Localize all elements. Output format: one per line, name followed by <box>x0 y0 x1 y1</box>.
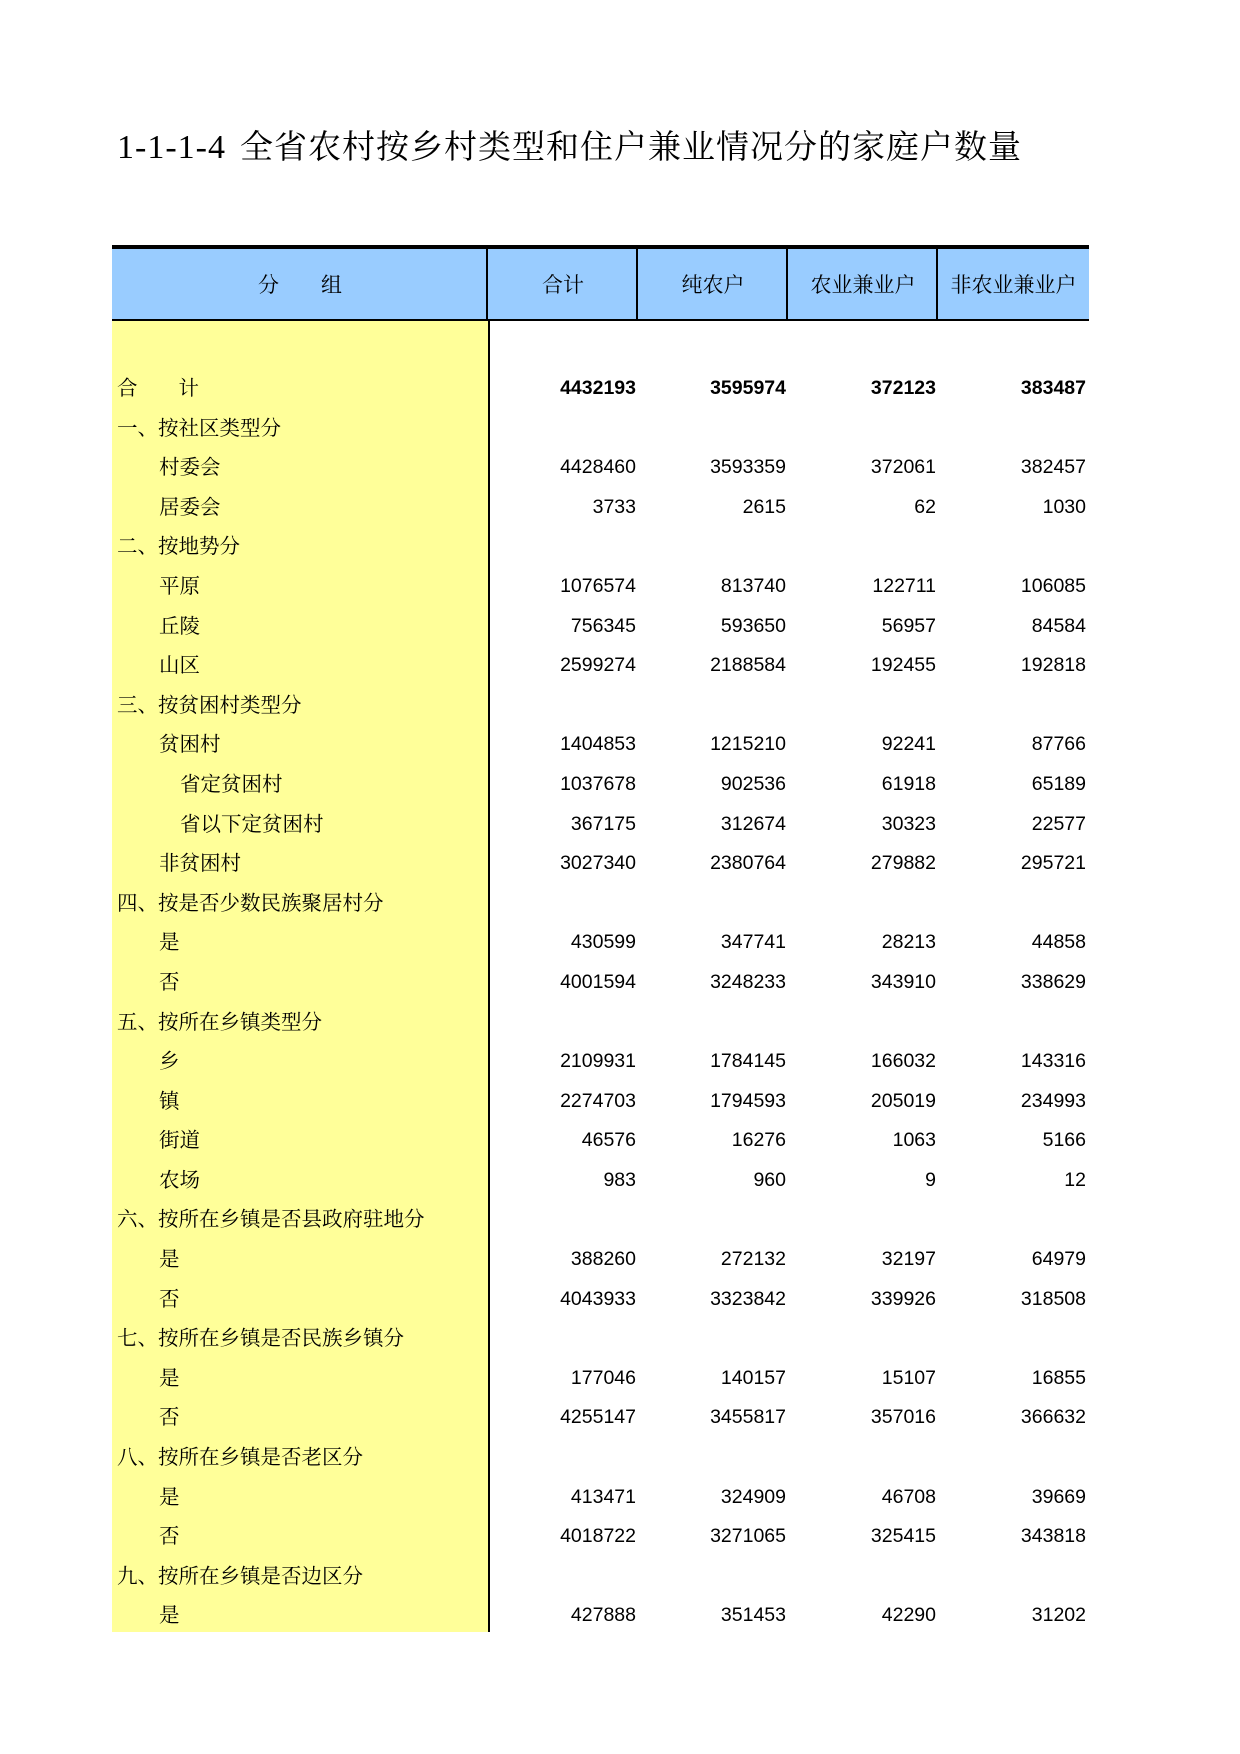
row-value: 4001594 <box>560 970 636 993</box>
row-value: 4043933 <box>560 1287 636 1310</box>
row-value: 234993 <box>1020 1089 1086 1112</box>
row-value: 593650 <box>720 614 786 637</box>
row-value: 4255147 <box>560 1406 636 1429</box>
row-value: 192455 <box>870 654 936 677</box>
row-label: 一、按社区类型分 <box>117 415 281 440</box>
row-value: 56957 <box>881 614 936 637</box>
row-value <box>788 1200 936 1240</box>
page-title <box>117 121 1022 168</box>
row-value: 2274703 <box>560 1089 636 1112</box>
row-label: 村委会 <box>159 455 221 480</box>
row-value <box>788 1319 936 1359</box>
table-title-text: 全省农村按乡村类型和住户兼业情况分的家庭户数量 <box>239 127 1022 166</box>
row-value <box>938 409 1086 449</box>
row-label: 合 计 <box>117 376 199 400</box>
row-label: 镇 <box>159 1088 180 1113</box>
row-value: 902536 <box>720 772 786 795</box>
row-value: 813740 <box>720 574 786 597</box>
row-value: 324909 <box>720 1485 786 1508</box>
table-row <box>112 1240 1089 1280</box>
row-label: 否 <box>159 1405 180 1430</box>
row-value: 46576 <box>581 1129 636 1152</box>
row-label: 否 <box>159 1524 180 1549</box>
table-row <box>112 1517 1089 1557</box>
row-value <box>488 1003 636 1043</box>
table-row <box>112 805 1089 845</box>
row-value <box>938 1200 1086 1240</box>
row-value <box>938 1557 1086 1597</box>
table-row <box>112 1161 1089 1201</box>
table-header <box>112 249 1089 321</box>
table-row <box>112 884 1089 924</box>
row-label: 平原 <box>159 573 200 598</box>
row-value <box>488 1557 636 1597</box>
row-label: 五、按所在乡镇类型分 <box>117 1009 322 1034</box>
row-value: 177046 <box>570 1366 636 1389</box>
row-label: 八、按所在乡镇是否老区分 <box>117 1445 363 1470</box>
row-value <box>488 686 636 726</box>
row-value: 1794593 <box>710 1089 786 1112</box>
table-row <box>112 1557 1089 1597</box>
table-row <box>112 409 1089 449</box>
row-label: 省以下定贫困村 <box>180 811 324 836</box>
table-row <box>112 567 1089 607</box>
row-value: 388260 <box>570 1248 636 1271</box>
row-label: 是 <box>159 1247 180 1272</box>
table-row <box>112 1398 1089 1438</box>
row-value <box>938 686 1086 726</box>
row-value: 2109931 <box>560 1050 636 1073</box>
table-row <box>112 725 1089 765</box>
row-label: 七、按所在乡镇是否民族乡镇分 <box>117 1326 404 1351</box>
row-value <box>938 1438 1086 1478</box>
row-value: 140157 <box>720 1366 786 1389</box>
row-value: 2599274 <box>560 654 636 677</box>
row-value: 87766 <box>1031 733 1086 756</box>
header-group: 分 组 <box>258 273 342 297</box>
row-value: 5166 <box>1042 1129 1086 1152</box>
row-value: 1404853 <box>560 733 636 756</box>
row-value <box>788 1438 936 1478</box>
row-value <box>488 1438 636 1478</box>
row-label: 是 <box>159 1603 180 1628</box>
table-body <box>112 369 1089 1636</box>
row-value: 367175 <box>570 812 636 835</box>
row-value: 62 <box>914 495 936 518</box>
table-row <box>112 488 1089 528</box>
row-value <box>638 527 786 567</box>
row-value: 383487 <box>1020 377 1086 399</box>
row-value: 343910 <box>870 970 936 993</box>
row-value: 4432193 <box>560 377 636 399</box>
row-value <box>788 1557 936 1597</box>
row-value: 382457 <box>1020 456 1086 479</box>
row-value: 1063 <box>892 1129 936 1152</box>
table-row <box>112 765 1089 805</box>
row-value: 338629 <box>1020 970 1086 993</box>
row-value: 46708 <box>881 1485 936 1508</box>
row-label: 省定贫困村 <box>180 771 283 796</box>
table-row <box>112 844 1089 884</box>
row-label: 贫困村 <box>159 732 221 757</box>
row-value: 372123 <box>870 377 936 399</box>
row-label: 非贫困村 <box>159 851 241 876</box>
row-value: 122711 <box>872 574 936 597</box>
row-value: 1215210 <box>710 733 786 756</box>
row-value <box>488 884 636 924</box>
row-label: 六、按所在乡镇是否县政府驻地分 <box>117 1207 425 1232</box>
row-value: 756345 <box>570 614 636 637</box>
table-row <box>112 963 1089 1003</box>
row-value: 357016 <box>870 1406 936 1429</box>
row-value: 30323 <box>881 812 936 835</box>
row-value <box>638 1557 786 1597</box>
row-value: 318508 <box>1020 1287 1086 1310</box>
row-value <box>488 1200 636 1240</box>
row-value: 325415 <box>870 1525 936 1548</box>
row-value: 12 <box>1064 1168 1086 1191</box>
row-label: 是 <box>159 1365 180 1390</box>
row-label: 否 <box>159 969 180 994</box>
table-row <box>112 1200 1089 1240</box>
row-value: 143316 <box>1020 1050 1086 1073</box>
row-value: 61918 <box>881 772 936 795</box>
row-value: 1030 <box>1042 495 1086 518</box>
row-value: 92241 <box>881 733 936 756</box>
row-value <box>488 1319 636 1359</box>
row-value: 2380764 <box>710 852 786 875</box>
row-value <box>638 1319 786 1359</box>
row-value: 15107 <box>881 1366 936 1389</box>
row-value: 22577 <box>1031 812 1086 835</box>
row-value: 3595974 <box>710 377 786 399</box>
header-nonfarm-parttime: 非农业兼业户 <box>950 273 1077 297</box>
row-value: 1037678 <box>560 772 636 795</box>
row-value: 430599 <box>570 931 636 954</box>
row-value: 427888 <box>570 1604 636 1627</box>
row-value: 3733 <box>592 495 636 518</box>
row-value <box>488 409 636 449</box>
table-row <box>112 607 1089 647</box>
row-value: 39669 <box>1031 1485 1086 1508</box>
row-value: 3248233 <box>710 970 786 993</box>
table-row <box>112 1042 1089 1082</box>
row-label: 山区 <box>159 653 200 678</box>
row-value: 28213 <box>881 931 936 954</box>
row-value: 16855 <box>1031 1366 1086 1389</box>
table-row <box>112 1319 1089 1359</box>
row-value: 4018722 <box>560 1525 636 1548</box>
row-value: 312674 <box>720 812 786 835</box>
row-value: 166032 <box>870 1050 936 1073</box>
row-value: 3593359 <box>710 456 786 479</box>
table-row <box>112 1438 1089 1478</box>
table-row <box>112 1280 1089 1320</box>
row-value: 192818 <box>1020 654 1086 677</box>
table-row <box>112 1596 1089 1636</box>
row-label: 居委会 <box>159 494 221 519</box>
row-value <box>938 884 1086 924</box>
row-value: 339926 <box>870 1287 936 1310</box>
row-value: 84584 <box>1031 614 1086 637</box>
row-value <box>788 409 936 449</box>
row-value: 106085 <box>1020 574 1086 597</box>
row-value: 295721 <box>1020 852 1086 875</box>
row-value: 32197 <box>881 1248 936 1271</box>
row-value: 42290 <box>881 1604 936 1627</box>
row-value: 65189 <box>1031 772 1086 795</box>
row-label: 三、按贫困村类型分 <box>117 692 302 717</box>
header-farm-parttime: 农业兼业户 <box>810 273 916 297</box>
row-value: 31202 <box>1031 1604 1086 1627</box>
row-value <box>788 884 936 924</box>
row-value: 2188584 <box>710 654 786 677</box>
row-value: 4428460 <box>560 456 636 479</box>
row-value <box>638 1200 786 1240</box>
table-row <box>112 527 1089 567</box>
row-label: 农场 <box>159 1167 200 1192</box>
row-value <box>638 686 786 726</box>
row-label: 二、按地势分 <box>117 534 240 559</box>
table-row <box>112 923 1089 963</box>
table-row <box>112 1003 1089 1043</box>
row-value: 960 <box>753 1168 786 1191</box>
row-value: 3455817 <box>710 1406 786 1429</box>
row-value: 44858 <box>1031 931 1086 954</box>
header-total: 合计 <box>542 273 584 297</box>
row-value <box>638 409 786 449</box>
row-value: 372061 <box>870 456 936 479</box>
row-label: 四、按是否少数民族聚居村分 <box>117 890 384 915</box>
row-value: 2615 <box>742 495 786 518</box>
row-value: 205019 <box>870 1089 936 1112</box>
row-value: 413471 <box>570 1485 636 1508</box>
row-value: 983 <box>603 1168 636 1191</box>
row-value: 3323842 <box>710 1287 786 1310</box>
row-label: 街道 <box>159 1128 200 1153</box>
row-value <box>638 1003 786 1043</box>
row-label: 丘陵 <box>159 613 200 638</box>
header-pure-farm: 纯农户 <box>681 273 745 297</box>
row-value: 272132 <box>720 1248 786 1271</box>
row-value <box>488 527 636 567</box>
row-value: 64979 <box>1031 1248 1086 1271</box>
row-value <box>938 1319 1086 1359</box>
row-label: 九、按所在乡镇是否边区分 <box>117 1563 363 1588</box>
row-label: 乡 <box>159 1049 180 1074</box>
table-row <box>112 1082 1089 1122</box>
table-row <box>112 686 1089 726</box>
row-value: 366632 <box>1020 1406 1086 1429</box>
row-label: 否 <box>159 1286 180 1311</box>
row-value: 3027340 <box>560 852 636 875</box>
table-row <box>112 646 1089 686</box>
row-value: 351453 <box>720 1604 786 1627</box>
row-value <box>788 1003 936 1043</box>
row-value: 3271065 <box>710 1525 786 1548</box>
row-value <box>938 527 1086 567</box>
row-value: 1076574 <box>560 574 636 597</box>
row-value: 347741 <box>720 931 786 954</box>
table-row <box>112 1121 1089 1161</box>
row-value: 1784145 <box>710 1050 786 1073</box>
row-value <box>638 884 786 924</box>
row-value <box>638 1438 786 1478</box>
row-value <box>938 1003 1086 1043</box>
row-value: 9 <box>925 1168 936 1191</box>
table-row <box>112 1359 1089 1399</box>
table-code: 1-1-1-4 <box>117 129 226 166</box>
row-value <box>788 686 936 726</box>
row-label: 是 <box>159 930 180 955</box>
row-value: 343818 <box>1020 1525 1086 1548</box>
row-value: 16276 <box>731 1129 786 1152</box>
table-row <box>112 1478 1089 1518</box>
table-row <box>112 448 1089 488</box>
row-value: 279882 <box>870 852 936 875</box>
row-value <box>788 527 936 567</box>
table-row <box>112 369 1089 409</box>
row-label: 是 <box>159 1484 180 1509</box>
